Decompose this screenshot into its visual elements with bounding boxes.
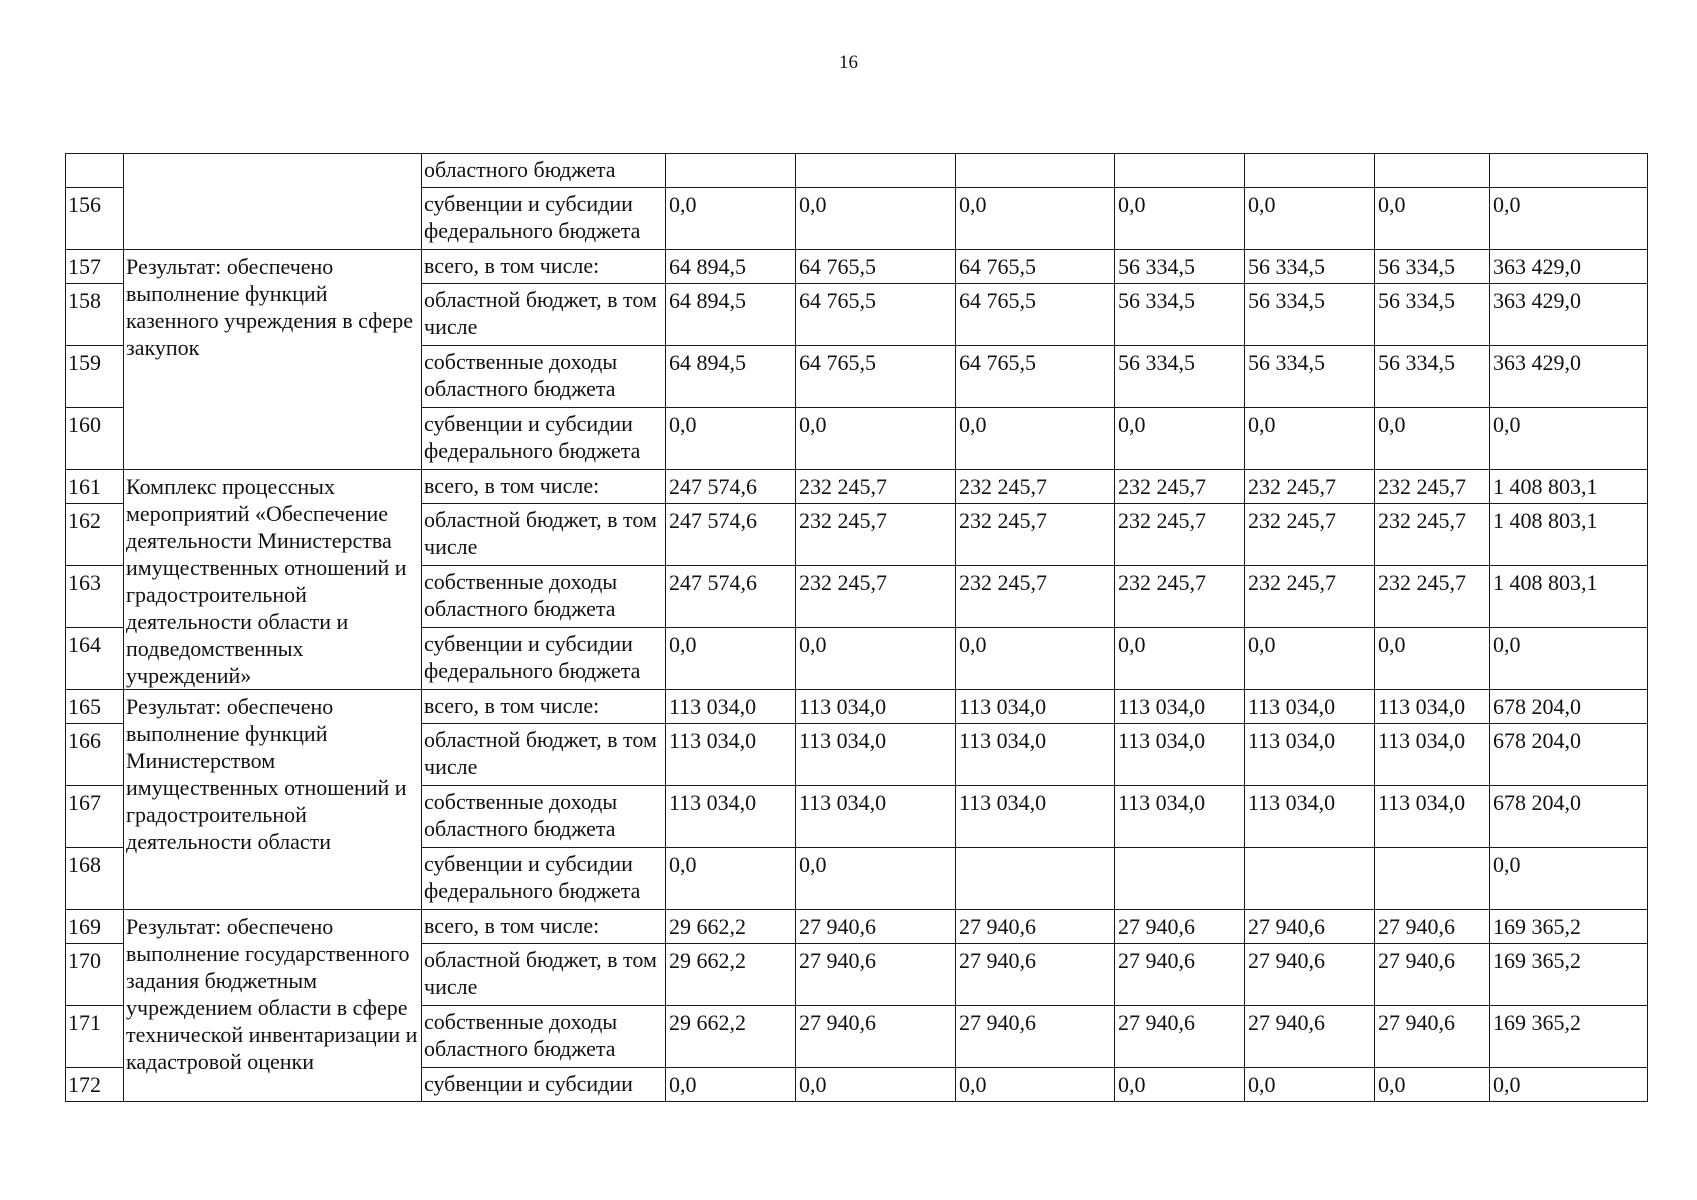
row-number-cell: 162 — [66, 504, 124, 566]
value-cell-y4: 232 245,7 — [1115, 504, 1245, 566]
value-cell-y6: 0,0 — [1375, 628, 1490, 690]
row-number-cell: 165 — [66, 690, 124, 724]
category-cell: собственные доходы областного бюджета — [422, 346, 666, 408]
value-cell-y4: 113 034,0 — [1115, 690, 1245, 724]
row-number-cell: 167 — [66, 786, 124, 848]
row-number-cell: 166 — [66, 724, 124, 786]
value-cell-y2: 0,0 — [796, 408, 956, 470]
value-cell-y2: 64 765,5 — [796, 346, 956, 408]
row-number-cell: 163 — [66, 566, 124, 628]
value-cell-y6: 113 034,0 — [1375, 690, 1490, 724]
value-cell-y6: 113 034,0 — [1375, 786, 1490, 848]
budget-table — [65, 153, 1648, 1102]
value-cell-y4: 0,0 — [1115, 408, 1245, 470]
value-cell-y6 — [1375, 848, 1490, 910]
value-cell-y2: 27 940,6 — [796, 944, 956, 1006]
value-cell-y3: 113 034,0 — [956, 690, 1115, 724]
value-cell-y3: 113 034,0 — [956, 786, 1115, 848]
value-cell-y4: 0,0 — [1115, 1068, 1245, 1102]
value-cell-y1: 0,0 — [666, 1068, 796, 1102]
value-cell-y5: 232 245,7 — [1245, 470, 1375, 504]
table-row-continuation — [66, 154, 1648, 188]
value-cell-total: 363 429,0 — [1490, 250, 1648, 284]
value-cell-total: 363 429,0 — [1490, 284, 1648, 346]
value-cell-y3: 27 940,6 — [956, 944, 1115, 1006]
value-cell-y4: 56 334,5 — [1115, 346, 1245, 408]
value-cell-y5: 0,0 — [1245, 188, 1375, 250]
value-cell-y1: 64 894,5 — [666, 250, 796, 284]
category-cell: областного бюджета — [422, 154, 666, 188]
category-cell: областной бюджет, в том числе — [422, 724, 666, 786]
category-cell: всего, в том числе: — [422, 250, 666, 284]
value-cell-y5: 56 334,5 — [1245, 346, 1375, 408]
value-cell-y6: 56 334,5 — [1375, 250, 1490, 284]
category-cell: субвенции и субсидии федерального бюджета — [422, 188, 666, 250]
value-cell-y5: 113 034,0 — [1245, 690, 1375, 724]
value-cell-y6: 113 034,0 — [1375, 724, 1490, 786]
description-cell: Результат: обеспечено выполнение функций казенного учреждения в сфере закупок — [124, 250, 422, 470]
value-cell-y2 — [796, 154, 956, 188]
value-cell-y3: 0,0 — [956, 188, 1115, 250]
value-cell-y5: 27 940,6 — [1245, 910, 1375, 944]
value-cell-total: 1 408 803,1 — [1490, 566, 1648, 628]
value-cell-y4 — [1115, 848, 1245, 910]
value-cell-y1: 0,0 — [666, 408, 796, 470]
value-cell-y2: 64 765,5 — [796, 284, 956, 346]
value-cell-y1: 64 894,5 — [666, 346, 796, 408]
value-cell-y5: 0,0 — [1245, 408, 1375, 470]
value-cell-y4: 113 034,0 — [1115, 786, 1245, 848]
row-number-cell: 160 — [66, 408, 124, 470]
value-cell-y4 — [1115, 154, 1245, 188]
value-cell-total: 0,0 — [1490, 1068, 1648, 1102]
value-cell-y1: 113 034,0 — [666, 724, 796, 786]
value-cell-total: 0,0 — [1490, 188, 1648, 250]
category-cell: собственные доходы областного бюджета — [422, 1006, 666, 1068]
value-cell-y2: 0,0 — [796, 188, 956, 250]
value-cell-y6: 27 940,6 — [1375, 910, 1490, 944]
category-cell: областной бюджет, в том числе — [422, 944, 666, 1006]
value-cell-total: 0,0 — [1490, 848, 1648, 910]
row-number-cell: 156 — [66, 188, 124, 250]
value-cell-y1 — [666, 154, 796, 188]
value-cell-y6: 0,0 — [1375, 408, 1490, 470]
value-cell-y3: 27 940,6 — [956, 1006, 1115, 1068]
value-cell-y3 — [956, 848, 1115, 910]
value-cell-y5: 0,0 — [1245, 628, 1375, 690]
row-number-cell: 161 — [66, 470, 124, 504]
description-cell: Комплекс процессных мероприятий «Обеспечение деятельности Министерства имущественных отношений и градостроительной деятельности области и подведомственных учреждений» — [124, 470, 422, 690]
table-body — [66, 154, 1648, 1102]
value-cell-y3: 113 034,0 — [956, 724, 1115, 786]
value-cell-y5 — [1245, 848, 1375, 910]
page-number: 16 — [839, 52, 858, 73]
value-cell-y2: 64 765,5 — [796, 250, 956, 284]
category-cell: всего, в том числе: — [422, 910, 666, 944]
value-cell-y6: 56 334,5 — [1375, 346, 1490, 408]
value-cell-y1: 29 662,2 — [666, 910, 796, 944]
value-cell-y6: 0,0 — [1375, 188, 1490, 250]
value-cell-y2: 232 245,7 — [796, 470, 956, 504]
value-cell-y4: 27 940,6 — [1115, 1006, 1245, 1068]
value-cell-y4: 0,0 — [1115, 188, 1245, 250]
table-row — [66, 910, 1648, 944]
value-cell-y5: 27 940,6 — [1245, 944, 1375, 1006]
row-number-cell: 157 — [66, 250, 124, 284]
value-cell-total: 678 204,0 — [1490, 786, 1648, 848]
value-cell-y3: 64 765,5 — [956, 346, 1115, 408]
value-cell-y4: 0,0 — [1115, 628, 1245, 690]
row-number-cell: 159 — [66, 346, 124, 408]
value-cell-y4: 56 334,5 — [1115, 284, 1245, 346]
value-cell-y2: 232 245,7 — [796, 504, 956, 566]
value-cell-y4: 27 940,6 — [1115, 944, 1245, 1006]
category-cell: субвенции и субсидии федерального бюджета — [422, 408, 666, 470]
value-cell-y1: 113 034,0 — [666, 690, 796, 724]
value-cell-y1: 0,0 — [666, 188, 796, 250]
value-cell-y1: 29 662,2 — [666, 1006, 796, 1068]
value-cell-y6: 27 940,6 — [1375, 944, 1490, 1006]
row-number-cell: 172 — [66, 1068, 124, 1102]
value-cell-y1: 64 894,5 — [666, 284, 796, 346]
value-cell-total: 169 365,2 — [1490, 1006, 1648, 1068]
row-number-cell: 164 — [66, 628, 124, 690]
row-number-cell: 170 — [66, 944, 124, 1006]
table-row — [66, 250, 1648, 284]
category-cell: собственные доходы областного бюджета — [422, 786, 666, 848]
value-cell-y2: 113 034,0 — [796, 690, 956, 724]
value-cell-y4: 232 245,7 — [1115, 470, 1245, 504]
description-cell: Результат: обеспечено выполнение государственного задания бюджетным учреждением области в сфере технической инвентаризации и кадастровой оценки — [124, 910, 422, 1102]
value-cell-y2: 27 940,6 — [796, 910, 956, 944]
value-cell-y1: 247 574,6 — [666, 504, 796, 566]
row-number-cell: 171 — [66, 1006, 124, 1068]
value-cell-y2: 27 940,6 — [796, 1006, 956, 1068]
value-cell-y6: 0,0 — [1375, 1068, 1490, 1102]
value-cell-total: 0,0 — [1490, 408, 1648, 470]
value-cell-y2: 0,0 — [796, 1068, 956, 1102]
value-cell-y6: 27 940,6 — [1375, 1006, 1490, 1068]
value-cell-y5: 27 940,6 — [1245, 1006, 1375, 1068]
table-row — [66, 690, 1648, 724]
value-cell-y2: 113 034,0 — [796, 786, 956, 848]
value-cell-total: 1 408 803,1 — [1490, 470, 1648, 504]
value-cell-y1: 113 034,0 — [666, 786, 796, 848]
value-cell-y3: 232 245,7 — [956, 566, 1115, 628]
value-cell-y1: 247 574,6 — [666, 470, 796, 504]
value-cell-y4: 232 245,7 — [1115, 566, 1245, 628]
value-cell-y3: 0,0 — [956, 408, 1115, 470]
value-cell-y5: 113 034,0 — [1245, 724, 1375, 786]
row-number-cell: 169 — [66, 910, 124, 944]
description-cell: Результат: обеспечено выполнение функций Министерством имущественных отношений и градостроительной деятельности области — [124, 690, 422, 910]
value-cell-y3: 232 245,7 — [956, 470, 1115, 504]
row-number-cell: 158 — [66, 284, 124, 346]
value-cell-y5: 56 334,5 — [1245, 250, 1375, 284]
value-cell-total: 169 365,2 — [1490, 944, 1648, 1006]
value-cell-y5 — [1245, 154, 1375, 188]
value-cell-y3: 0,0 — [956, 628, 1115, 690]
value-cell-y2: 0,0 — [796, 848, 956, 910]
value-cell-y6: 56 334,5 — [1375, 284, 1490, 346]
category-cell: собственные доходы областного бюджета — [422, 566, 666, 628]
value-cell-y3 — [956, 154, 1115, 188]
value-cell-y5: 232 245,7 — [1245, 566, 1375, 628]
value-cell-y1: 247 574,6 — [666, 566, 796, 628]
category-cell: областной бюджет, в том числе — [422, 504, 666, 566]
value-cell-total: 678 204,0 — [1490, 690, 1648, 724]
value-cell-y4: 56 334,5 — [1115, 250, 1245, 284]
value-cell-y4: 113 034,0 — [1115, 724, 1245, 786]
category-cell: субвенции и субсидии — [422, 1068, 666, 1102]
value-cell-y3: 0,0 — [956, 1068, 1115, 1102]
value-cell-total: 678 204,0 — [1490, 724, 1648, 786]
value-cell-total: 1 408 803,1 — [1490, 504, 1648, 566]
value-cell-y6: 232 245,7 — [1375, 566, 1490, 628]
value-cell-y6 — [1375, 154, 1490, 188]
value-cell-y2: 232 245,7 — [796, 566, 956, 628]
table-row — [66, 470, 1648, 504]
value-cell-total — [1490, 154, 1648, 188]
value-cell-y2: 0,0 — [796, 628, 956, 690]
value-cell-y6: 232 245,7 — [1375, 470, 1490, 504]
value-cell-y6: 232 245,7 — [1375, 504, 1490, 566]
value-cell-total: 169 365,2 — [1490, 910, 1648, 944]
category-cell: областной бюджет, в том числе — [422, 284, 666, 346]
category-cell: всего, в том числе: — [422, 470, 666, 504]
value-cell-y3: 64 765,5 — [956, 284, 1115, 346]
value-cell-total: 0,0 — [1490, 628, 1648, 690]
category-cell: субвенции и субсидии федерального бюджета — [422, 628, 666, 690]
category-cell: субвенции и субсидии федерального бюджета — [422, 848, 666, 910]
value-cell-y3: 232 245,7 — [956, 504, 1115, 566]
row-number-cell: 168 — [66, 848, 124, 910]
value-cell-y3: 64 765,5 — [956, 250, 1115, 284]
value-cell-y1: 0,0 — [666, 628, 796, 690]
value-cell-total: 363 429,0 — [1490, 346, 1648, 408]
value-cell-y4: 27 940,6 — [1115, 910, 1245, 944]
description-cell-continuation — [124, 154, 422, 250]
value-cell-y2: 113 034,0 — [796, 724, 956, 786]
row-number-cell — [66, 154, 124, 188]
category-cell: всего, в том числе: — [422, 690, 666, 724]
value-cell-y3: 27 940,6 — [956, 910, 1115, 944]
value-cell-y1: 0,0 — [666, 848, 796, 910]
value-cell-y5: 0,0 — [1245, 1068, 1375, 1102]
value-cell-y1: 29 662,2 — [666, 944, 796, 1006]
value-cell-y5: 56 334,5 — [1245, 284, 1375, 346]
value-cell-y5: 113 034,0 — [1245, 786, 1375, 848]
value-cell-y5: 232 245,7 — [1245, 504, 1375, 566]
